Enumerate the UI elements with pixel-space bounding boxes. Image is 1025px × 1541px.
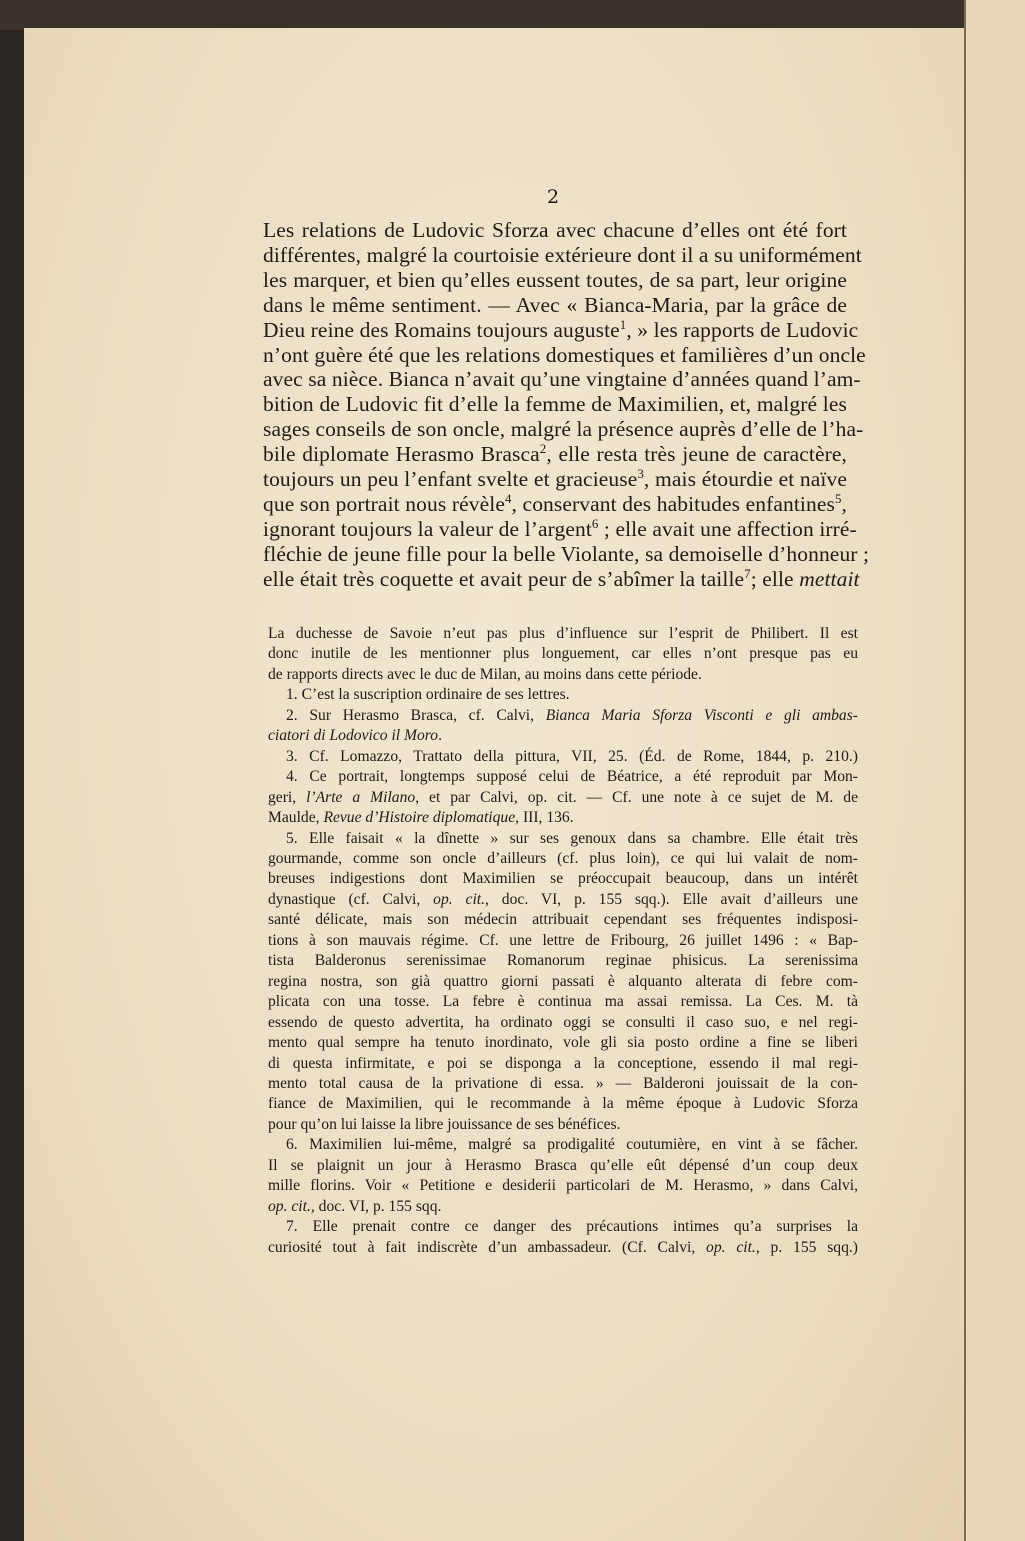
text-run: , III, 136. — [515, 809, 574, 827]
page-number: 2 — [547, 186, 560, 208]
italic-text: l’Arte a Milano — [306, 788, 416, 806]
italic-text: ciatori di Lodovico il Moro — [268, 727, 439, 745]
footnote-line — [268, 1115, 858, 1135]
footnote-line — [268, 665, 858, 685]
footnote-line — [268, 931, 858, 951]
text-run: , doc. VI, p. 155 sqq.). Elle avait d’ailleurs une — [485, 890, 858, 908]
footnote-line — [268, 1033, 858, 1053]
body-line — [263, 467, 847, 492]
text-run: fléchie de jeune fille pour la belle Violante, sa demoiselle d’honneur ; — [263, 541, 870, 566]
text-run: , — [841, 491, 847, 516]
text-run: Dieu reine des Romains toujours auguste — [263, 317, 620, 342]
footnote-line — [268, 767, 858, 787]
footnote-line — [268, 992, 858, 1012]
footnote-reference: 1 — [619, 317, 627, 332]
body-line — [263, 342, 866, 368]
text-run: sages conseils de son oncle, malgré la présence auprès d’elle de l’ha- — [263, 417, 864, 442]
text-run: . — [438, 727, 442, 745]
footnote-line — [268, 747, 858, 767]
text-run: dynastique (cf. Calvi, — [268, 890, 434, 908]
text-run: tions à son mauvais régime. Cf. une lettre de Fribourg, 26 juillet 1496 : « Bap- — [268, 931, 858, 949]
italic-text: mettait — [799, 566, 860, 591]
footnote-line — [268, 890, 858, 910]
adjacent-page-edge — [964, 0, 1025, 1541]
footnote-reference: 4 — [504, 491, 512, 506]
body-line — [263, 268, 847, 293]
text-run: 2. Sur Herasmo Brasca, cf. Calvi, — [286, 706, 546, 724]
text-run: gourmande, comme son oncle d’ailleurs (cf. plus loin), ce qui lui valait de nom- — [268, 849, 858, 867]
text-run: 7. Elle prenait contre ce danger des précautions intimes qu’a surprises la — [286, 1218, 858, 1236]
text-run: regina nostra, son già quattro giorni passati è alquanto alterata di febre com- — [268, 972, 858, 990]
text-run: breuses indigestions dont Maximilien se préoccupait beaucoup, dans un intérêt — [268, 870, 858, 888]
text-run: de rapports directs avec le duc de Milan, au moins dans cette période. — [268, 665, 702, 683]
body-line — [263, 541, 870, 567]
text-run: avec sa nièce. Bianca n’avait qu’une vingtaine d’années quand l’am- — [263, 367, 861, 392]
text-run: elle était très coquette et avait peur de s’abîmer la taille — [263, 566, 745, 591]
footnote-line — [268, 1238, 858, 1258]
text-run: Il se plaignit un jour à Herasmo Brasca qu’elle eût dépensé d’un coup deux — [268, 1156, 858, 1174]
text-run: ; elle — [750, 566, 800, 591]
footnote-line — [268, 1156, 858, 1176]
text-run: , » les rapports de Ludovic — [626, 317, 859, 342]
footnote-line — [268, 1135, 858, 1155]
footnote-line — [268, 1013, 858, 1033]
text-run: plicata con una tosse. La febre è continua ma assai remissa. La Ces. M. tà — [268, 993, 858, 1011]
footnote-line — [268, 972, 858, 992]
scan-top-border — [0, 0, 964, 30]
body-line — [263, 566, 860, 592]
text-run: donc inutile de les mentionner plus longuement, car elles n’ont presque pas eu — [268, 645, 858, 663]
text-run: di questa infirmitate, e poi se disponga a la conceptione, essendo il mal regi- — [268, 1054, 858, 1072]
text-run: que son portrait nous révèle — [263, 491, 505, 516]
body-line — [263, 516, 857, 542]
text-run: Maulde, — [268, 809, 324, 827]
text-run: 1. C’est la suscription ordinaire de ses lettres. — [286, 686, 570, 704]
text-run: , mais étourdie et naïve — [643, 467, 847, 492]
footnote-line — [268, 624, 858, 644]
text-run: mento total causa de la privatione di essa. » — Balderoni jouissait de la con- — [268, 1074, 858, 1092]
text-run: 3. Cf. Lomazzo, Trattato della pittura, VII, 25. (Éd. de Rome, 1844, p. 210.) — [286, 747, 858, 765]
footnote-line — [268, 808, 858, 828]
text-run: 4. Ce portrait, longtemps supposé celui de Béatrice, a été reproduit par Mon- — [286, 768, 858, 786]
footnote-line — [268, 1094, 858, 1114]
footnote-line — [268, 1197, 858, 1217]
text-run: n’ont guère été que les relations domestiques et familières d’un oncle — [263, 342, 866, 367]
text-run: , p. 155 sqq.) — [755, 1238, 858, 1256]
text-run: ignorant toujours la valeur de l’argent — [263, 516, 592, 541]
text-run: bile diplomate Herasmo Brasca — [263, 442, 540, 467]
text-run: curiosité tout à fait indiscrète d’un ambassadeur. (Cf. Calvi, — [268, 1238, 707, 1256]
text-run: fiance de Maximilien, qui le recommande à la même époque à Ludovic Sforza — [268, 1095, 858, 1113]
body-line — [263, 317, 859, 343]
text-run: La duchesse de Savoie n’eut pas plus d’influence sur l’esprit de Philibert. Il est — [268, 625, 858, 642]
footnote-reference: 3 — [637, 466, 644, 481]
text-run: différentes, malgré la courtoisie extérieure dont il a su uniformément — [263, 242, 862, 267]
body-line — [263, 392, 847, 417]
text-run: mento qual sempre ha tenuto inordinato, vole gli sia posto ordine a fine se liberi — [268, 1034, 858, 1052]
text-run: pour qu’on lui laisse la libre jouissance de ses bénéfices. — [268, 1115, 621, 1133]
footnote-line — [268, 869, 858, 889]
text-run: mille florins. Voir « Petitione e desiderii particolari de M. Herasmo, » dans Calvi, — [268, 1177, 858, 1195]
text-run: bition de Ludovic fit d’elle la femme de Maximilien, et, malgré les — [263, 392, 847, 417]
italic-text: Bianca Maria Sforza Visconti e gli ambas- — [545, 706, 858, 724]
footnote-line — [268, 1054, 858, 1074]
body-line — [263, 442, 847, 467]
body-line — [263, 218, 847, 243]
footnote-line — [268, 1176, 858, 1196]
text-run: , conservant des habitudes enfantines — [511, 491, 835, 516]
text-run: ; elle avait une affection irré- — [598, 516, 857, 541]
text-run: , elle resta très jeune de caractère, — [546, 442, 847, 467]
footnote-line — [268, 1217, 858, 1237]
body-line — [263, 367, 861, 392]
body-line — [263, 417, 864, 442]
footnote-reference: 6 — [591, 516, 599, 531]
italic-text: op. cit. — [706, 1238, 756, 1256]
footnote-line — [268, 1074, 858, 1094]
footnote-reference: 2 — [539, 442, 547, 456]
footnote-line — [268, 910, 858, 930]
text-run: Les relations de Ludovic Sforza avec chacune d’elles ont été fort — [263, 218, 847, 242]
text-run: dans le même sentiment. — Avec « Bianca-Maria, par la grâce de — [263, 292, 847, 317]
footnote-line — [268, 788, 858, 808]
text-run: les marquer, et bien qu’elles eussent toutes, de sa part, leur origine — [263, 267, 847, 292]
footnote-line — [268, 829, 858, 849]
italic-text: op. cit. — [433, 890, 486, 908]
footnote-line — [268, 951, 858, 971]
text-run: 6. Maximilien lui-même, malgré sa prodigalité coutumière, en vint à se fâcher. — [286, 1136, 858, 1154]
text-run: doc. VI, p. 155 sqq. — [314, 1197, 442, 1215]
body-text — [263, 218, 870, 592]
body-line — [263, 492, 847, 517]
text-run: tista Balderonus serenissimae Romanorum reginae phisicus. La serenissima — [268, 952, 858, 970]
footnote-line — [268, 706, 858, 726]
text-run: toujours un peu l’enfant svelte et gracieuse — [263, 467, 638, 492]
footnote-line — [268, 685, 858, 705]
text-run: geri, — [268, 788, 307, 806]
footnote-line — [268, 644, 858, 664]
footnote-reference: 7 — [744, 566, 751, 581]
body-line — [263, 242, 862, 268]
body-line — [263, 293, 847, 318]
footnote-line — [268, 726, 858, 746]
text-run: , et par Calvi, op. cit. — Cf. une note à ce sujet de M. de — [415, 788, 858, 806]
italic-text: Revue d’Histoire diplomatique — [323, 809, 516, 827]
footnote-line — [268, 849, 858, 869]
text-run: 5. Elle faisait « la dînette » sur ses genoux dans sa chambre. Elle était très — [286, 829, 858, 847]
text-run: santé délicate, mais son médecin attribuait cependant ses fréquentes indisposi- — [268, 911, 858, 929]
italic-text: op. cit., — [268, 1197, 315, 1215]
text-run: essendo de questo advertita, ha ordinato oggi se consulti il caso suo, e nel regi- — [268, 1013, 858, 1031]
footnote-reference: 5 — [834, 491, 842, 506]
footnotes — [268, 624, 858, 1258]
